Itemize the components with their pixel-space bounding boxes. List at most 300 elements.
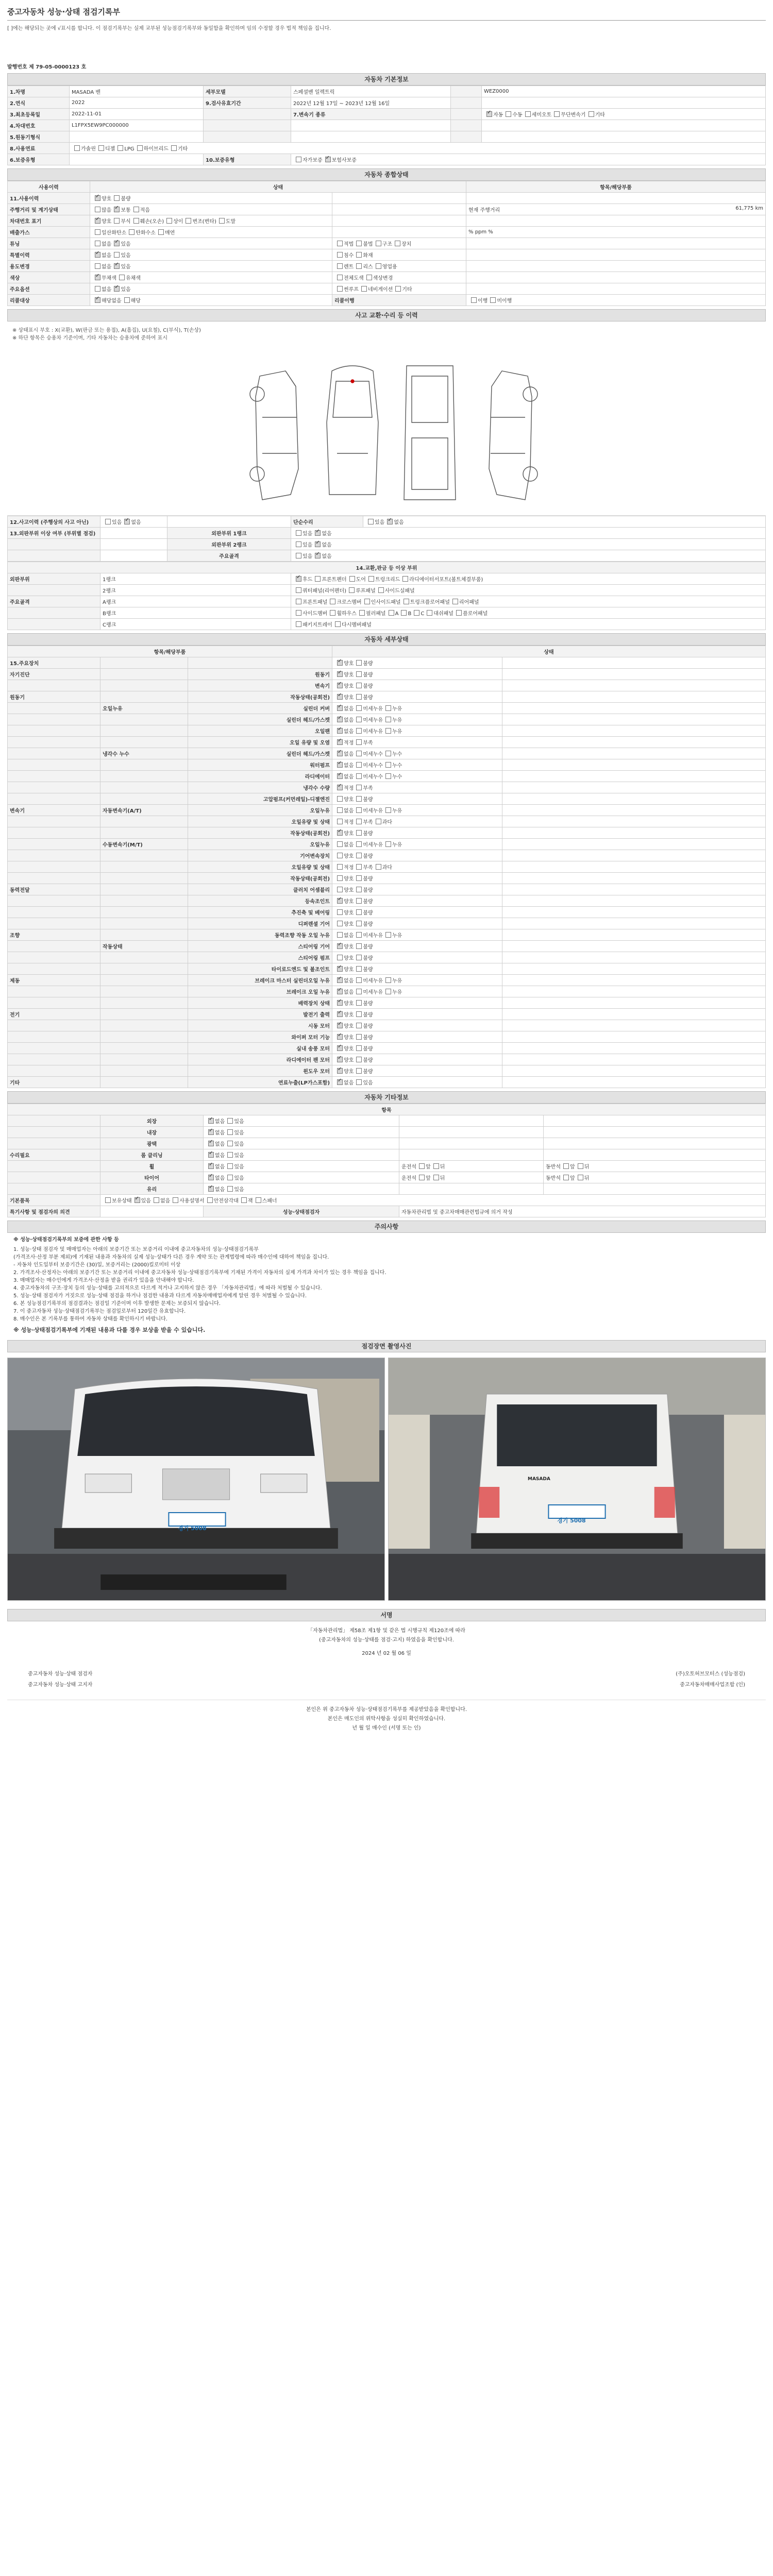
- detail-checkbox[interactable]: [385, 841, 391, 847]
- basic-row: [8, 131, 766, 143]
- detail-group: [8, 850, 100, 861]
- detail-checkbox[interactable]: [337, 841, 343, 847]
- overall-extra-checkbox[interactable]: [337, 263, 343, 269]
- overall-checkbox[interactable]: [114, 241, 120, 246]
- other-label: 있음: [234, 1164, 244, 1170]
- other-checkbox[interactable]: [208, 1186, 214, 1192]
- other-mid2: [544, 1172, 766, 1183]
- overall-extra-checkbox[interactable]: [337, 252, 343, 258]
- rank-label: 있음: [303, 543, 313, 548]
- recall-checkbox[interactable]: [471, 297, 477, 303]
- wheel2-checkbox[interactable]: [563, 1163, 569, 1169]
- overall-checkbox[interactable]: [119, 275, 125, 280]
- detail-checkbox[interactable]: [337, 807, 343, 813]
- detail-checkbox[interactable]: [385, 762, 391, 768]
- detail-item: 시동 모터: [188, 1020, 332, 1031]
- basic-item-checkbox[interactable]: [173, 1197, 178, 1203]
- overall-row: [8, 272, 766, 283]
- repair-checkbox[interactable]: [387, 519, 393, 524]
- detail-checkbox[interactable]: [356, 1079, 362, 1085]
- overall-extra-checkbox[interactable]: [337, 275, 343, 280]
- frame-side: 외판부위: [8, 573, 100, 585]
- detail-label: 부족: [363, 740, 373, 746]
- overall-checkbox[interactable]: [129, 229, 135, 235]
- rank-row: [8, 539, 766, 550]
- overall-checkbox[interactable]: [95, 275, 100, 280]
- detail-checkbox[interactable]: [356, 977, 362, 983]
- detail-checkbox[interactable]: [337, 932, 343, 938]
- caution-line: (가격조사·산정 부분 제외)에 기재된 내용과 자동차의 실제 성능·상태가 다른 경우 계약 또는 관계법령에 따라 매수인에 대하여 책임을 집니다.: [13, 1255, 329, 1260]
- other-checkbox[interactable]: [208, 1175, 214, 1180]
- rank-checkbox[interactable]: [315, 541, 321, 547]
- detail-checkbox[interactable]: [337, 1000, 343, 1006]
- wheel2-checkbox[interactable]: [578, 1163, 583, 1169]
- frame-checkbox[interactable]: [335, 621, 341, 627]
- detail-item: 오일 유량 및 오염: [188, 737, 332, 748]
- overall-extra-checkbox[interactable]: [366, 275, 372, 280]
- special-inspector: 성능·상태점검자: [204, 1206, 399, 1217]
- fuel-checkbox[interactable]: [117, 145, 123, 151]
- detail-checkbox[interactable]: [356, 1023, 362, 1028]
- detail-checkbox[interactable]: [356, 830, 362, 836]
- basic-row: [8, 109, 766, 120]
- detail-checkbox[interactable]: [337, 909, 343, 915]
- other-checkbox[interactable]: [227, 1175, 233, 1180]
- overall-row: [8, 283, 766, 295]
- detail-checkbox[interactable]: [356, 785, 362, 790]
- detail-checkbox[interactable]: [337, 1034, 343, 1040]
- basic-value: [291, 120, 451, 131]
- overall-checkbox[interactable]: [186, 218, 191, 224]
- detail-title: 자동차 세부상태: [7, 633, 766, 646]
- other-checkbox[interactable]: [208, 1163, 214, 1169]
- overall-checkbox[interactable]: [133, 207, 139, 212]
- detail-checkbox[interactable]: [385, 932, 391, 938]
- detail-checkbox[interactable]: [356, 683, 362, 688]
- detail-checkbox[interactable]: [337, 1068, 343, 1074]
- caution-section: [7, 1221, 766, 1337]
- detail-group: [8, 1020, 100, 1031]
- transmission-checkbox[interactable]: [525, 111, 531, 117]
- rank-blank: [100, 550, 167, 562]
- other-checkbox[interactable]: [227, 1141, 233, 1146]
- overall-extra2-checkbox[interactable]: [395, 241, 400, 246]
- rear-photo-image: [389, 1358, 765, 1600]
- detail-options: [332, 873, 502, 884]
- detail-options: [332, 839, 502, 850]
- basic-item-checkbox[interactable]: [241, 1197, 247, 1203]
- detail-checkbox[interactable]: [337, 864, 343, 870]
- overall-checkbox[interactable]: [114, 286, 120, 292]
- detail-checkbox[interactable]: [356, 909, 362, 915]
- other-checkbox[interactable]: [208, 1152, 214, 1158]
- detail-checkbox[interactable]: [337, 717, 343, 722]
- other-checkbox[interactable]: [208, 1118, 214, 1124]
- overall-extra-checkbox[interactable]: [356, 263, 362, 269]
- detail-checkbox[interactable]: [356, 671, 362, 677]
- overall-checkbox[interactable]: [114, 218, 120, 224]
- signature-title: 서명: [7, 1609, 766, 1621]
- accident-checkbox[interactable]: [124, 519, 130, 524]
- detail-label: 불량: [363, 661, 373, 667]
- detail-blank: [502, 884, 766, 895]
- other-item: 타이어: [100, 1172, 204, 1183]
- detail-subgroup: [100, 1031, 188, 1043]
- detail-row: [8, 714, 766, 725]
- frame-label: 인사이드패널: [371, 600, 401, 605]
- frame-label: 쿼터패널(리어펜더): [303, 588, 347, 594]
- frame-checkbox[interactable]: [378, 587, 384, 593]
- detail-checkbox[interactable]: [356, 1011, 362, 1017]
- wheel-checkbox[interactable]: [433, 1175, 439, 1180]
- accident-table: [7, 516, 766, 562]
- basic-value: 2022년 12월 17일 ~ 2023년 12월 16일: [291, 97, 451, 109]
- detail-checkbox[interactable]: [337, 955, 343, 960]
- overall-extra-checkbox[interactable]: [395, 286, 401, 292]
- overall-checkbox[interactable]: [95, 286, 100, 292]
- detail-checkbox[interactable]: [356, 728, 362, 734]
- detail-checkbox[interactable]: [356, 773, 362, 779]
- overall-checkbox[interactable]: [158, 229, 164, 235]
- frame-side: [8, 607, 100, 619]
- detail-checkbox[interactable]: [385, 807, 391, 813]
- detail-checkbox[interactable]: [356, 694, 362, 700]
- detail-subgroup: [100, 816, 188, 827]
- frame-checkbox[interactable]: [359, 610, 365, 616]
- frame-label: 대쉬패널: [433, 611, 453, 617]
- overall-checkbox[interactable]: [95, 252, 100, 258]
- overall-label: 적음: [140, 208, 150, 213]
- frame-checkbox[interactable]: [452, 599, 458, 604]
- detail-checkbox[interactable]: [356, 660, 362, 666]
- overall-extra-checkbox[interactable]: [356, 241, 362, 246]
- basic-key: [204, 109, 291, 120]
- detail-group: [8, 1065, 100, 1077]
- detail-options: [332, 986, 502, 997]
- detail-checkbox[interactable]: [337, 773, 343, 779]
- basic-key: [204, 120, 291, 131]
- rank-checkbox[interactable]: [315, 530, 321, 536]
- other-mid: [399, 1172, 544, 1183]
- frame-checkbox[interactable]: [349, 576, 355, 582]
- detail-checkbox[interactable]: [356, 966, 362, 972]
- transmission-checkbox[interactable]: [486, 111, 492, 117]
- frame-checkbox[interactable]: [296, 621, 301, 627]
- wheel-checkbox[interactable]: [419, 1163, 425, 1169]
- detail-checkbox[interactable]: [337, 943, 343, 949]
- frame-label: 리어패널: [459, 600, 479, 605]
- warranty-checkbox[interactable]: [296, 157, 301, 162]
- detail-checkbox[interactable]: [337, 694, 343, 700]
- detail-group: [8, 748, 100, 759]
- detail-checkbox[interactable]: [356, 739, 362, 745]
- detail-checkbox[interactable]: [337, 977, 343, 983]
- frame-checkbox[interactable]: [401, 610, 407, 616]
- overall-checkbox[interactable]: [114, 207, 120, 212]
- frame-checkbox[interactable]: [330, 599, 335, 604]
- detail-checkbox[interactable]: [356, 898, 362, 904]
- basic-item-checkbox[interactable]: [207, 1197, 213, 1203]
- detail-label: 양호: [344, 967, 354, 973]
- detail-row: [8, 669, 766, 680]
- detail-subgroup: [100, 895, 188, 907]
- frame-checkbox[interactable]: [414, 610, 419, 616]
- frame-checkbox[interactable]: [296, 576, 301, 582]
- overall-checkbox[interactable]: [114, 252, 120, 258]
- detail-options: [332, 759, 502, 771]
- overall-checkbox[interactable]: [166, 218, 172, 224]
- detail-checkbox[interactable]: [337, 875, 343, 881]
- detail-item: 오일유량 및 상태: [188, 861, 332, 873]
- detail-checkbox[interactable]: [356, 717, 362, 722]
- warranty-label: 자가보증: [303, 158, 323, 163]
- detail-checkbox[interactable]: [356, 853, 362, 858]
- detail-group: 조향: [8, 929, 100, 941]
- basic-value: MASADA 밴: [70, 86, 204, 97]
- detail-blank: [502, 873, 766, 884]
- repair-checkbox[interactable]: [368, 519, 374, 524]
- detail-checkbox[interactable]: [376, 864, 381, 870]
- detail-subgroup: [100, 1054, 188, 1065]
- detail-label: 있음: [363, 1080, 373, 1086]
- detail-checkbox[interactable]: [385, 728, 391, 734]
- detail-options: [332, 952, 502, 963]
- other-row: [8, 1161, 766, 1172]
- overall-extra-checkbox[interactable]: [376, 263, 381, 269]
- detail-checkbox[interactable]: [385, 705, 391, 711]
- detail-checkbox[interactable]: [356, 796, 362, 802]
- other-checkbox[interactable]: [208, 1129, 214, 1135]
- detail-checkbox[interactable]: [356, 955, 362, 960]
- detail-checkbox[interactable]: [356, 932, 362, 938]
- detail-checkbox[interactable]: [337, 1023, 343, 1028]
- overall-extra-checkbox[interactable]: [361, 286, 367, 292]
- detail-checkbox[interactable]: [337, 728, 343, 734]
- overall-extra-checkbox[interactable]: [356, 252, 362, 258]
- detail-checkbox[interactable]: [356, 705, 362, 711]
- detail-checkbox[interactable]: [337, 785, 343, 790]
- frame-checkbox[interactable]: [368, 576, 374, 582]
- detail-label: 적정: [344, 786, 354, 791]
- detail-options: [332, 1077, 502, 1088]
- detail-checkbox[interactable]: [356, 819, 362, 824]
- detail-checkbox[interactable]: [356, 1068, 362, 1074]
- frame-checkbox[interactable]: [330, 610, 335, 616]
- recall-checkbox[interactable]: [490, 297, 496, 303]
- rank-checkbox[interactable]: [296, 530, 301, 536]
- detail-checkbox[interactable]: [337, 683, 343, 688]
- other-header: [8, 1104, 766, 1115]
- detail-label: 양호: [344, 899, 354, 905]
- detail-checkbox[interactable]: [356, 751, 362, 756]
- detail-checkbox[interactable]: [337, 1011, 343, 1017]
- overall-checkbox[interactable]: [124, 297, 130, 303]
- frame-checkbox[interactable]: [296, 599, 301, 604]
- detail-checkbox[interactable]: [356, 1000, 362, 1006]
- detail-options: [332, 1020, 502, 1031]
- detail-checkbox[interactable]: [385, 989, 391, 994]
- car-left-side: [250, 371, 298, 500]
- detail-checkbox[interactable]: [337, 1079, 343, 1085]
- detail-checkbox[interactable]: [356, 1045, 362, 1051]
- detail-checkbox[interactable]: [356, 864, 362, 870]
- overall-checkbox[interactable]: [114, 195, 120, 201]
- detail-label: 누유: [392, 933, 402, 939]
- detail-checkbox[interactable]: [356, 762, 362, 768]
- overall-label: 없음: [102, 287, 112, 293]
- detail-checkbox[interactable]: [337, 671, 343, 677]
- wheel-checkbox[interactable]: [433, 1163, 439, 1169]
- warranty-key: 6.보증유형: [8, 154, 70, 165]
- overall-checkbox[interactable]: [95, 263, 100, 269]
- detail-checkbox[interactable]: [337, 1045, 343, 1051]
- detail-checkbox[interactable]: [356, 887, 362, 892]
- rank-checkbox[interactable]: [296, 553, 301, 558]
- detail-checkbox[interactable]: [356, 841, 362, 847]
- detail-label: 부족: [363, 820, 373, 825]
- frame-checkbox[interactable]: [315, 576, 321, 582]
- detail-checkbox[interactable]: [337, 660, 343, 666]
- other-checkbox[interactable]: [227, 1118, 233, 1124]
- detail-checkbox[interactable]: [356, 1057, 362, 1062]
- warranty-checkbox[interactable]: [325, 157, 331, 162]
- detail-checkbox[interactable]: [385, 717, 391, 722]
- detail-subgroup: [100, 657, 188, 669]
- other-checkbox[interactable]: [208, 1141, 214, 1146]
- fuel-checkbox[interactable]: [74, 145, 80, 151]
- fuel-checkbox[interactable]: [137, 145, 143, 151]
- overall-extra-checkbox[interactable]: [337, 241, 343, 246]
- detail-checkbox[interactable]: [337, 739, 343, 745]
- detail-item: 라디에이터: [188, 771, 332, 782]
- other-row: [8, 1138, 766, 1149]
- wheel2-label: 앞: [569, 1164, 575, 1170]
- transmission-checkbox[interactable]: [506, 111, 511, 117]
- detail-checkbox[interactable]: [337, 751, 343, 756]
- detail-col-header: 항목/해당부품: [8, 646, 332, 657]
- detail-row: [8, 680, 766, 691]
- basic-item-checkbox[interactable]: [135, 1197, 140, 1203]
- detail-row: [8, 793, 766, 805]
- frame-checkbox[interactable]: [296, 610, 301, 616]
- detail-label: 불량: [363, 1035, 373, 1041]
- frame-checkbox[interactable]: [427, 610, 432, 616]
- detail-checkbox[interactable]: [356, 1034, 362, 1040]
- fuel-checkbox[interactable]: [171, 145, 177, 151]
- wheel2-checkbox[interactable]: [578, 1175, 583, 1180]
- other-checkbox[interactable]: [227, 1163, 233, 1169]
- detail-checkbox[interactable]: [385, 977, 391, 983]
- detail-checkbox[interactable]: [337, 1057, 343, 1062]
- basic-item-checkbox[interactable]: [256, 1197, 261, 1203]
- overall-checkbox[interactable]: [95, 229, 100, 235]
- transmission-checkbox[interactable]: [554, 111, 560, 117]
- overall-extra2-label: 구조: [382, 242, 392, 247]
- detail-checkbox[interactable]: [337, 819, 343, 824]
- sig-inspector-label: 중고자동차 성능·상태 점검자: [28, 1671, 93, 1677]
- transmission-checkbox[interactable]: [589, 111, 594, 117]
- detail-checkbox[interactable]: [356, 989, 362, 994]
- other-checkbox[interactable]: [227, 1152, 233, 1158]
- rank-checkbox[interactable]: [296, 541, 301, 547]
- overall-checkbox[interactable]: [133, 218, 139, 224]
- other-checkbox[interactable]: [227, 1129, 233, 1135]
- detail-checkbox[interactable]: [337, 830, 343, 836]
- other-row: [8, 1127, 766, 1138]
- frame-checkbox[interactable]: [404, 599, 409, 604]
- detail-subgroup: 냉각수 누수: [100, 748, 188, 759]
- detail-checkbox[interactable]: [337, 705, 343, 711]
- detail-options: [332, 737, 502, 748]
- frame-checkbox[interactable]: [456, 610, 462, 616]
- detail-subgroup: [100, 1043, 188, 1054]
- detail-label: 불량: [363, 944, 373, 950]
- detail-checkbox[interactable]: [337, 898, 343, 904]
- overall-extra2-checkbox[interactable]: [376, 241, 381, 246]
- overall-extra-label: 기타: [402, 287, 412, 293]
- detail-checkbox[interactable]: [356, 875, 362, 881]
- detail-checkbox[interactable]: [376, 819, 381, 824]
- fuel-checkbox[interactable]: [98, 145, 104, 151]
- detail-checkbox[interactable]: [337, 966, 343, 972]
- frame-items: [291, 619, 766, 630]
- frame-checkbox[interactable]: [296, 587, 301, 593]
- overall-checkbox[interactable]: [219, 218, 225, 224]
- overall-checkbox[interactable]: [95, 207, 100, 212]
- other-title: 자동차 기타정보: [7, 1091, 766, 1104]
- detail-checkbox[interactable]: [337, 921, 343, 926]
- overall-options: [90, 272, 332, 283]
- detail-checkbox[interactable]: [337, 853, 343, 858]
- detail-checkbox[interactable]: [337, 796, 343, 802]
- rank-checkbox[interactable]: [315, 553, 321, 558]
- detail-subgroup: [100, 669, 188, 680]
- frame-checkbox[interactable]: [364, 599, 370, 604]
- overall-extra2-label: 장치: [401, 242, 412, 247]
- detail-subgroup: [100, 759, 188, 771]
- overall-extra-checkbox[interactable]: [337, 286, 343, 292]
- wheel2-label: 뒤: [584, 1164, 590, 1170]
- other-checkbox[interactable]: [227, 1186, 233, 1192]
- detail-checkbox[interactable]: [356, 943, 362, 949]
- overall-checkbox[interactable]: [114, 263, 120, 269]
- frame-checkbox[interactable]: [389, 610, 394, 616]
- overall-label: 없음: [102, 253, 112, 259]
- basic-item-checkbox[interactable]: [154, 1197, 159, 1203]
- frame-checkbox[interactable]: [402, 576, 408, 582]
- detail-checkbox[interactable]: [337, 989, 343, 994]
- detail-checkbox[interactable]: [356, 921, 362, 926]
- basic-item-checkbox[interactable]: [105, 1197, 111, 1203]
- accident-checkbox[interactable]: [105, 519, 111, 524]
- wheel2-checkbox[interactable]: [563, 1175, 569, 1180]
- overall-checkbox[interactable]: [95, 195, 100, 201]
- rank-group: [8, 539, 100, 550]
- detail-checkbox[interactable]: [385, 751, 391, 756]
- detail-checkbox[interactable]: [385, 773, 391, 779]
- overall-checkbox[interactable]: [95, 297, 100, 303]
- overall-checkbox[interactable]: [95, 218, 100, 224]
- overall-checkbox[interactable]: [95, 241, 100, 246]
- frame-checkbox[interactable]: [349, 587, 355, 593]
- detail-checkbox[interactable]: [337, 887, 343, 892]
- wheel-checkbox[interactable]: [419, 1175, 425, 1180]
- detail-checkbox[interactable]: [337, 762, 343, 768]
- detail-row: [8, 1065, 766, 1077]
- frame-row: [8, 619, 766, 630]
- detail-item: 오일팬: [188, 725, 332, 737]
- detail-checkbox[interactable]: [356, 807, 362, 813]
